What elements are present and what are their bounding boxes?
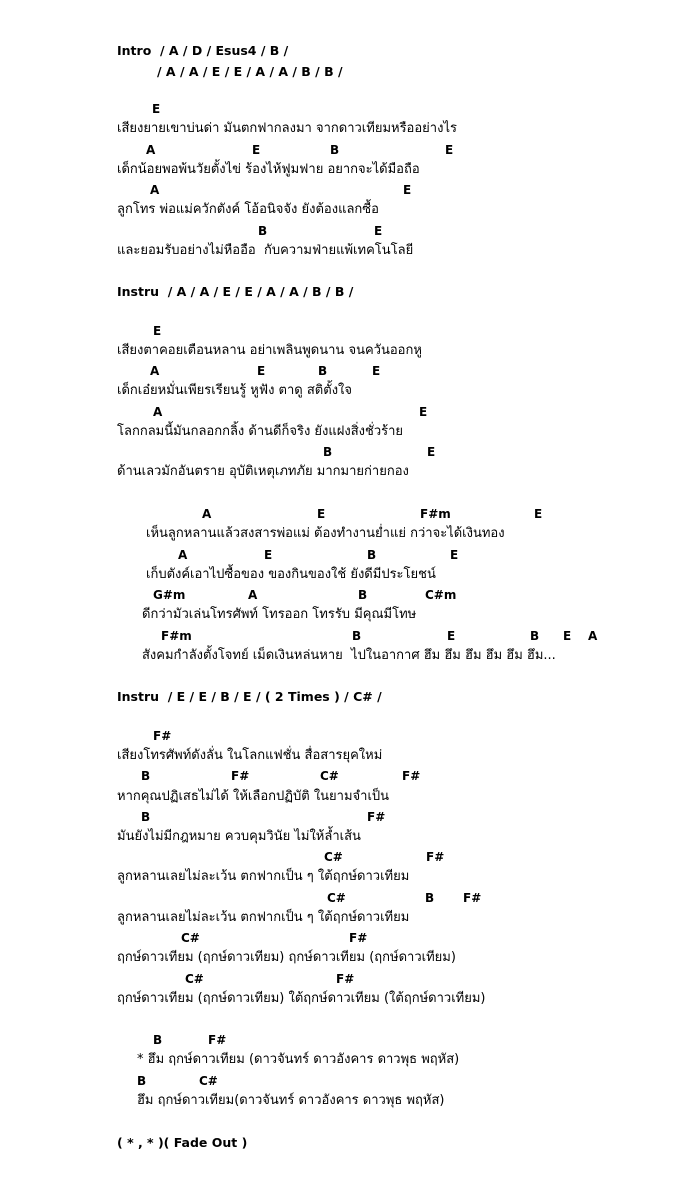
chord: A	[146, 143, 156, 157]
chord: E	[450, 548, 459, 562]
chord: C#	[199, 1074, 218, 1088]
chord: E	[153, 324, 162, 338]
lyric-line: * ฮึม ฤกษ์ดาวเทียม (ดาวจันทร์ ดาวอังคาร ดาวพุธ พฤหัส)	[137, 1052, 460, 1067]
chord: F#	[336, 972, 355, 986]
chord: E	[419, 405, 428, 419]
chord: C#	[320, 769, 339, 783]
chord: F#	[367, 810, 386, 824]
lyric-line: เด็กเอ๋ยหมั่นเพียรเรียนรู้ หูฟัง ตาดู สติตั้งใจ	[117, 383, 353, 398]
chord: B	[137, 1074, 147, 1088]
lyric-line: เสียงโทรศัพท์ดังลั่น ในโลกแฟชั่น สื่อสารยุคใหม่	[117, 748, 383, 763]
chord: E	[252, 143, 261, 157]
chord: B	[258, 224, 268, 238]
chord: E	[427, 445, 436, 459]
chord: F#	[426, 850, 445, 864]
chord: B	[330, 143, 340, 157]
chord: B	[425, 891, 435, 905]
instru-line-2: Instru / E / E / B / E / ( 2 Times ) / C# /	[117, 689, 382, 704]
lyric-line: ฤกษ์ดาวเทียม (ฤกษ์ดาวเทียม) ใต้ฤกษ์ดาวเทียม (ใต้ฤกษ์ดาวเทียม)	[117, 991, 486, 1006]
chord: C#	[324, 850, 343, 864]
instru-line-1: Instru / A / A / E / E / A / A / B / B /	[117, 284, 354, 299]
chord: A	[588, 629, 598, 643]
chord: B	[153, 1033, 163, 1047]
lyric-line: ฤกษ์ดาวเทียม (ฤกษ์ดาวเทียม) ฤกษ์ดาวเทียม (ฤกษ์ดาวเทียม)	[117, 950, 456, 965]
chord: A	[150, 364, 160, 378]
chord: E	[534, 507, 543, 521]
chord: C#	[185, 972, 204, 986]
chord: A	[248, 588, 258, 602]
chord: B	[141, 769, 151, 783]
chord: F#	[153, 729, 172, 743]
chord: B	[352, 629, 362, 643]
chord: A	[150, 183, 160, 197]
chord: F#	[208, 1033, 227, 1047]
intro-line-2: / A / A / E / E / A / A / B / B /	[157, 64, 343, 79]
lyric-line: หากคุณปฏิเสธไม่ได้ ให้เลือกปฏิบัติ ในยามจำเป็น	[117, 789, 390, 804]
chord: E	[374, 224, 383, 238]
chord: F#	[231, 769, 250, 783]
chord-row	[0, 1073, 218, 1137]
chord: B	[367, 548, 377, 562]
lyric-line: โลกกลมนี้มันกลอกกลิ้ง ด้านดีก็จริง ยังแฝงสิ่งชั่วร้าย	[117, 424, 404, 439]
intro-line-1: Intro / A / D / Esus4 / B /	[117, 43, 289, 58]
chord: G#m	[153, 588, 186, 602]
chord: C#	[327, 891, 346, 905]
chord: E	[257, 364, 266, 378]
lyric-line: ลูกหลานเลยไม่ละเว้น ตกฟากเป็น ๆ ใต้ฤกษ์ดาวเทียม	[117, 910, 410, 925]
chord: A	[153, 405, 163, 419]
chord: E	[445, 143, 454, 157]
chord: B	[141, 810, 151, 824]
lyric-line: ลูกหลานเลยไม่ละเว้น ตกฟากเป็น ๆ ใต้ฤกษ์ดาวเทียม	[117, 869, 410, 884]
chord: A	[178, 548, 188, 562]
chord: B	[530, 629, 540, 643]
chord: E	[264, 548, 273, 562]
lyric-line: เก็บตังค์เอาไปซื้อของ ของกินของใช้ ยังดีมีประโยชน์	[146, 567, 436, 582]
lyric-line: และยอมรับอย่างไม่หืออือ กับความฟ่ายแพ้เทคโนโลยี	[117, 243, 414, 258]
lyric-line: เห็นลูกหลานแล้วสงสารพ่อแม่ ต้องทำงานย่ำแย่ กว่าจะได้เงินทอง	[146, 526, 505, 541]
chord: F#	[463, 891, 482, 905]
lyric-line: ลูกโทร พ่อแม่ควักตังค์ โอ้อนิจจัง ยังต้องแลกซื้อ	[117, 202, 379, 217]
lyric-line: เสียงตาคอยเตือนหลาน อย่าเพลินพูดนาน จนควันออกหู	[117, 343, 422, 358]
lyric-line: ดีกว่ามัวเล่นโทรศัพท์ โทรออก โทรรับ มีคุณมีโทษ	[142, 607, 417, 622]
lyric-line: เด็กน้อยพอพ้นวัยตั้งไข่ ร้องไห้ฟูมฟาย อยากจะได้มือถือ	[117, 162, 420, 177]
chord: E	[403, 183, 412, 197]
lyric-line: มันยังไม่มีกฎหมาย ควบคุมวินัย ไม่ให้ล้ำเส้น	[117, 829, 361, 844]
lyric-line: ฮึม ฤกษ์ดาวเทียม(ดาวจันทร์ ดาวอังคาร ดาวพุธ พฤหัส)	[137, 1093, 445, 1108]
chord: E	[372, 364, 381, 378]
chord: F#	[402, 769, 421, 783]
chord: C#m	[425, 588, 457, 602]
chord: E	[447, 629, 456, 643]
chord: F#m	[161, 629, 192, 643]
chord: F#	[349, 931, 368, 945]
chord: B	[323, 445, 333, 459]
lyric-line: เสียงยายเขาบ่นด่า มันตกฟากลงมา จากดาวเทียมหรืออย่างไร	[117, 121, 457, 136]
chord: E	[152, 102, 161, 116]
chord: A	[202, 507, 212, 521]
chord: F#m	[420, 507, 451, 521]
chord: B	[358, 588, 368, 602]
chord: C#	[181, 931, 200, 945]
ending-line: ( * , * )( Fade Out )	[117, 1135, 248, 1150]
chord: B	[318, 364, 328, 378]
chord: E	[563, 629, 572, 643]
chord: E	[317, 507, 326, 521]
lyric-line: สังคมกำลังตั้งโจทย์ เม็ดเงินหล่นหาย ไปในอากาศ ฮึม ฮึม ฮึม ฮึม ฮึม ฮึม...	[142, 648, 556, 663]
lyric-line: ด้านเลวมักอันตราย อุบัติเหตุเภทภัย มากมายก่ายกอง	[117, 464, 409, 479]
